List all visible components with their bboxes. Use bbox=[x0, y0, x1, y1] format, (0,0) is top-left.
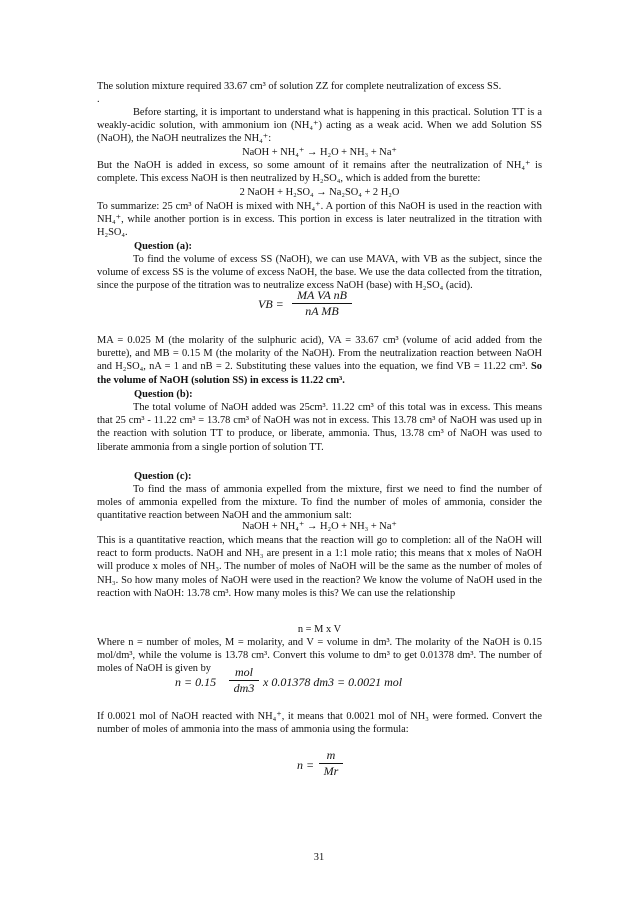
paragraph-2: But the NaOH is added in excess, so some amount of it remains after the neutralization of NH₄⁺ is complete. This excess NaOH is then neutralized by H₂SO₄, which is added from the burette: bbox=[97, 160, 542, 185]
question-a-values-text: MA = 0.025 M (the molarity of the sulphuric acid), VA = 33.67 cm³ (volume of acid added from the burette), and MB = 0.15 M (the molarity of the NaOH). From the neutralization reaction between NaOH and H₂SO₄, nA = 1 and nB = 2. Substituting these values into the equation, we find VB = 11.22 cm³. bbox=[97, 335, 542, 373]
formula-m-numerator: m bbox=[319, 748, 343, 764]
paragraph-3: To summarize: 25 cm³ of NaOH is mixed with NH₄⁺. A portion of this NaOH is used in the reaction with NH₄⁺, while another portion is in excess. This portion in excess is later neutralized in the titration with H₂SO₄. bbox=[97, 201, 542, 239]
formula-m bbox=[297, 748, 377, 784]
page-number: 31 bbox=[313, 852, 325, 863]
equation-3: NaOH + NH₄⁺ → H₂O + NH₃ + Na⁺ bbox=[242, 521, 397, 532]
formula-m-lhs: n = bbox=[297, 758, 315, 772]
question-b-text: The total volume of NaOH added was 25cm³. 11.22 cm³ of this total was in excess. This means that 25 cm³ - 11.22 cm³ = 13.78 cm³ of NaOH was not in excess. This 13.78 cm³ of NaOH was used up in the reaction with solution TT to produce, or liberate, ammonia. Thus, 13.78 cm³ of NaOH was used to liberate ammonia from a single portion of solution TT. bbox=[97, 402, 542, 453]
formula-n-lhs: n = 0.15 bbox=[175, 675, 217, 689]
question-a-text: To find the volume of excess SS (NaOH), we can use MAVA, with VB as the subject, since the volume of excess SS is the volume of excess NaOH, the base. We use the data collected from the titration, since the purpose of the titration was to neutralize excess NaOH (base) with H₂SO₄ (acid). bbox=[97, 254, 542, 292]
formula-n-numerator: mol bbox=[229, 665, 259, 681]
question-c-explanation: This is a quantitative reaction, which means that the reaction will go to completion: all of the NaOH will react to form products. NaOH and NH₃ are present in a 1:1 mole ratio; this means that x moles of NaOH will produce x moles of NH₃. The number of moles of NaOH will be the same as the number of moles of NH₃. So how many moles of NaOH were used in the reaction? We know the volume of NaOH used in the reaction with NaOH: 13.78 cm³. How many moles is this? We can use the relationship bbox=[97, 535, 542, 599]
formula-n-rhs: x 0.01378 dm3 = 0.0021 mol bbox=[263, 675, 403, 689]
formula-n-denominator: dm3 bbox=[233, 681, 255, 695]
formula-vb-lhs: VB = bbox=[258, 297, 284, 311]
question-b-heading: Question (b): bbox=[134, 389, 193, 400]
equation-4: n = M x V bbox=[297, 624, 342, 635]
formula-vb bbox=[258, 288, 368, 322]
question-a-values bbox=[97, 334, 542, 387]
question-a-answer: So the volume of NaOH (solution SS) in excess is 11.22 cm³. bbox=[97, 361, 542, 386]
question-c-conversion: Where n = number of moles, M = molarity, and V = volume in dm³. The molarity of the NaOH is 0.15 mol/dm³, while the volume is 13.78 cm³. Convert this volume to dm³ to get 0.01378 dm³. The number of moles of NaOH is given by bbox=[97, 637, 542, 675]
equation-2: 2 NaOH + H₂SO₄ → Na₂SO₄ + 2 H₂O bbox=[239, 187, 400, 198]
formula-vb-numerator: MA VA nB bbox=[292, 288, 352, 304]
question-c-heading: Question (c): bbox=[134, 471, 192, 482]
intro-line: The solution mixture required 33.67 cm³ of solution ZZ for complete neutralization of excess SS. bbox=[97, 81, 502, 92]
question-a-heading: Question (a): bbox=[134, 241, 193, 252]
formula-vb-denominator: nA MB bbox=[305, 304, 339, 318]
paragraph-1: Before starting, it is important to understand what is happening in this practical. Solution TT is a weakly-acidic solution, with ammonium ion (NH₄⁺) acting as a weak acid. When we add Solution SS (NaOH), the NaOH neutralizes the NH₄⁺: bbox=[97, 107, 542, 145]
stray-dot: . bbox=[97, 94, 100, 105]
formula-n-fraction bbox=[229, 665, 259, 696]
formula-m-fraction bbox=[319, 748, 343, 779]
formula-vb-fraction bbox=[292, 288, 352, 319]
question-c-text: To find the mass of ammonia expelled from the mixture, first we need to find the number of moles of ammonia expelled from the mixture. To find the number of moles of ammonia, consider the quantitative reaction between NaOH and the ammonium salt: bbox=[97, 484, 542, 522]
equation-1: NaOH + NH₄⁺ → H₂O + NH₃ + Na⁺ bbox=[242, 147, 397, 158]
question-c-mass-intro: If 0.0021 mol of NaOH reacted with NH₄⁺, it means that 0.0021 mol of NH₃ were formed. Convert the number of moles of ammonia into the mass of ammonia using the formula: bbox=[97, 711, 542, 736]
formula-m-denominator: Mr bbox=[323, 764, 339, 778]
formula-n bbox=[175, 665, 475, 701]
